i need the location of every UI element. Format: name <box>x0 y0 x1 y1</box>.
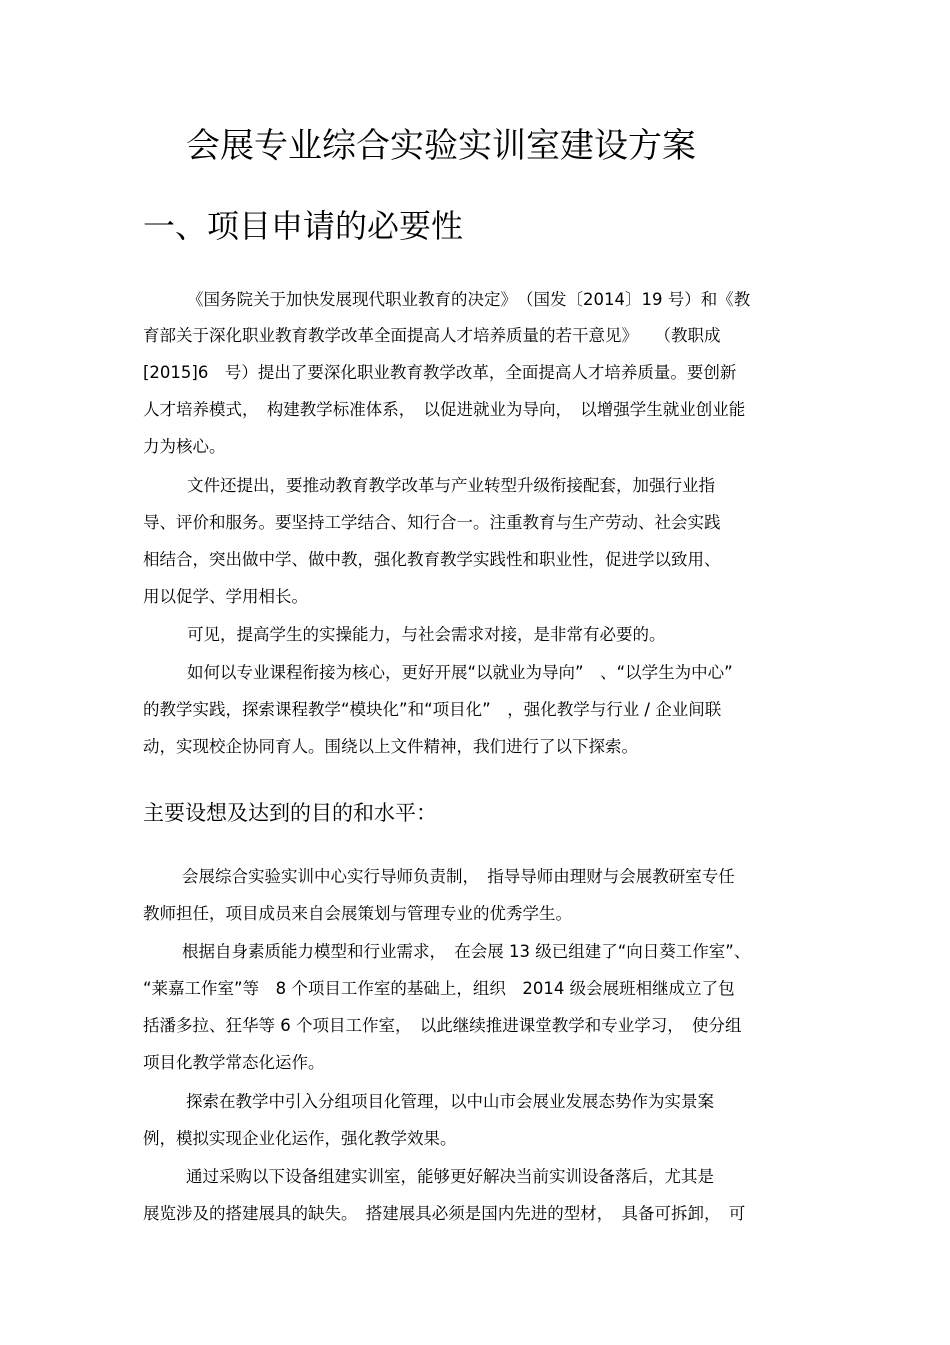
document-title: 会展专业综合实验实训室建设方案 <box>186 126 696 166</box>
section-heading-goals: 主要设想及达到的目的和水平： <box>143 801 437 825</box>
paragraph-line: 育部关于深化职业教育教学改革全面提高人才培养质量的若干意见》 （教职成 <box>143 326 721 345</box>
paragraph-line: “莱嘉工作室”等 8 个项目工作室的基础上，组织 2014 级会展班相继成立了包 <box>143 979 735 998</box>
paragraph-line: 文件还提出，要推动教育教学改革与产业转型升级衔接配套，加强行业指 <box>187 476 715 495</box>
paragraph-line: 用以促学、学用相长。 <box>143 587 308 606</box>
paragraph-line: 展览涉及的搭建展具的缺失。 搭建展具必须是国内先进的型材， 具备可拆卸， 可 <box>143 1204 746 1223</box>
paragraph-line: 如何以专业课程衔接为核心，更好开展“以就业为导向” 、“以学生为中心” <box>187 663 733 682</box>
paragraph-line: 例，模拟实现企业化运作，强化教学效果。 <box>143 1129 457 1148</box>
section-heading-necessity: 一、项目申请的必要性 <box>143 207 464 245</box>
paragraph-line: 根据自身素质能力模型和行业需求， 在会展 13 级已组建了“向日葵工作室”、 <box>182 942 751 961</box>
paragraph-line: 《国务院关于加快发展现代职业教育的决定》 （国发〔2014〕19 号）和《教 <box>187 290 751 309</box>
paragraph-line: 力为核心。 <box>143 437 226 456</box>
paragraph-line: 项目化教学常态化运作。 <box>143 1053 325 1072</box>
paragraph-line: 动，实现校企协同育人。围绕以上文件精神，我们进行了以下探索。 <box>143 737 638 756</box>
paragraph-line: 探索在教学中引入分组项目化管理，以中山市会展业发展态势作为实景案 <box>186 1092 714 1111</box>
paragraph-line: 导、评价和服务。要坚持工学结合、知行合一。注重教育与生产劳动、社会实践 <box>143 513 721 532</box>
paragraph-line: [2015]6 号）提出了要深化职业教育教学改革，全面提高人才培养质量。要创新 <box>143 363 737 382</box>
paragraph-line: 通过采购以下设备组建实训室，能够更好解决当前实训设备落后，尤其是 <box>186 1167 714 1186</box>
paragraph-line: 教师担任，项目成员来自会展策划与管理专业的优秀学生。 <box>143 904 572 923</box>
paragraph-line: 的教学实践，探索课程教学“模块化”和“项目化” ，强化教学与行业 / 企业间联 <box>143 700 722 719</box>
paragraph-line: 相结合，突出做中学、做中教，强化教育教学实践性和职业性，促进学以致用、 <box>143 550 721 569</box>
paragraph-line: 人才培养模式， 构建教学标准体系， 以促进就业为导向， 以增强学生就业创业能 <box>143 400 746 419</box>
paragraph-line: 可见，提高学生的实操能力，与社会需求对接，是非常有必要的。 <box>187 625 666 644</box>
paragraph-line: 括潘多拉、狂华等 6 个项目工作室， 以此继续推进课堂教学和专业学习， 使分组 <box>143 1016 742 1035</box>
paragraph-line: 会展综合实验实训中心实行导师负责制， 指导导师由理财与会展教研室专任 <box>182 867 735 886</box>
